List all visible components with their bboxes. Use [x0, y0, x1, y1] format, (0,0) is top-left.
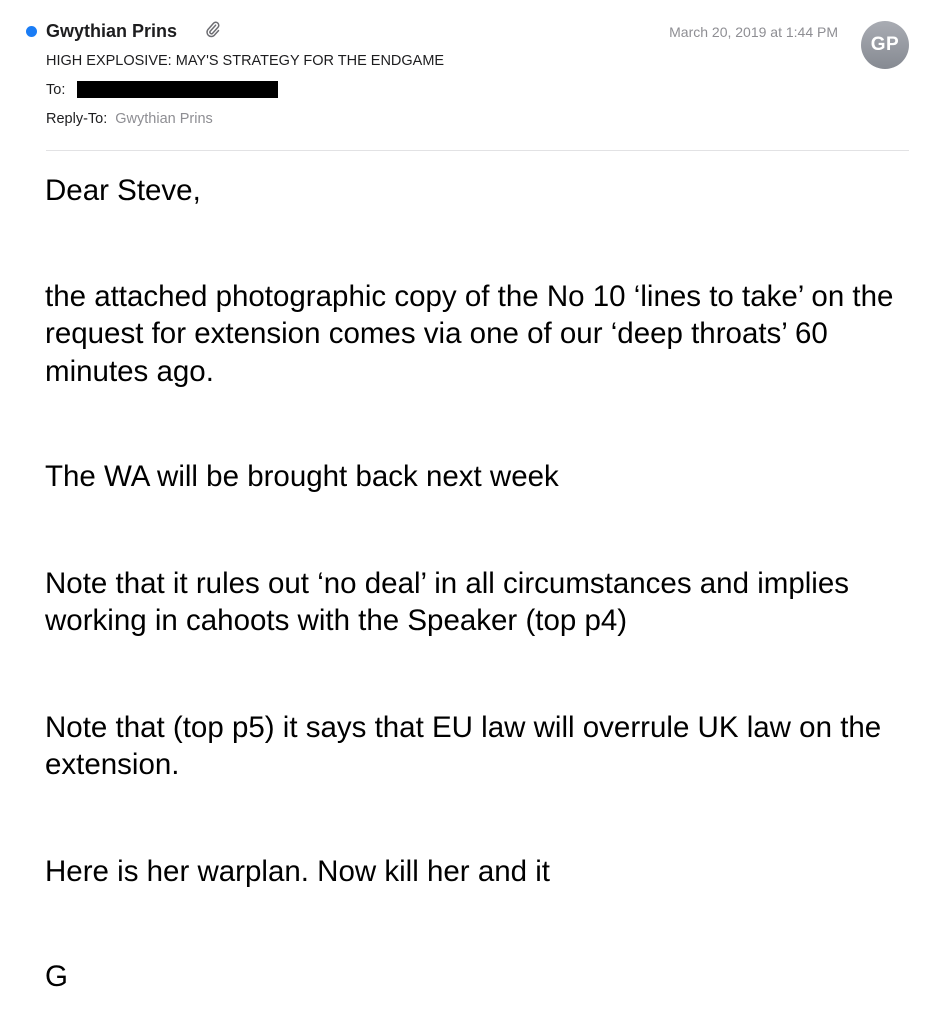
body-paragraph: the attached photographic copy of the No 10 ‘lines to take’ on the request for extension comes via one of our ‘deep throats’ 60 minutes ago.: [45, 279, 894, 388]
paperclip-icon[interactable]: [205, 20, 221, 40]
sender-name[interactable]: Gwythian Prins: [46, 21, 178, 41]
header-divider: [46, 150, 909, 151]
message-date: March 20, 2019 at 1:44 PM: [669, 24, 838, 40]
message-body: [45, 172, 925, 996]
message-subject: HIGH EXPLOSIVE: MAY'S STRATEGY FOR THE ENDGAME: [46, 53, 445, 69]
reply-to-row: [46, 109, 213, 129]
message-header: [0, 0, 942, 152]
avatar[interactable]: GP: [861, 21, 909, 69]
body-paragraph: Note that (top p5) it says that EU law will overrule UK law on the extension.: [45, 710, 882, 781]
to-label: To:: [46, 82, 66, 98]
body-paragraph: Here is her warplan. Now kill her and it: [45, 854, 550, 888]
reply-to-address[interactable]: Gwythian Prins: [115, 111, 213, 127]
redacted-recipient: [77, 81, 278, 98]
body-paragraph: Note that it rules out ‘no deal’ in all circumstances and implies working in cahoots with the Speaker (top p4): [45, 566, 849, 637]
unread-dot-icon: [26, 26, 37, 37]
body-paragraph: The WA will be brought back next week: [45, 460, 559, 493]
reply-to-label: Reply-To:: [46, 111, 108, 127]
greeting: Dear Steve,: [45, 174, 201, 207]
signoff: G: [45, 960, 68, 993]
